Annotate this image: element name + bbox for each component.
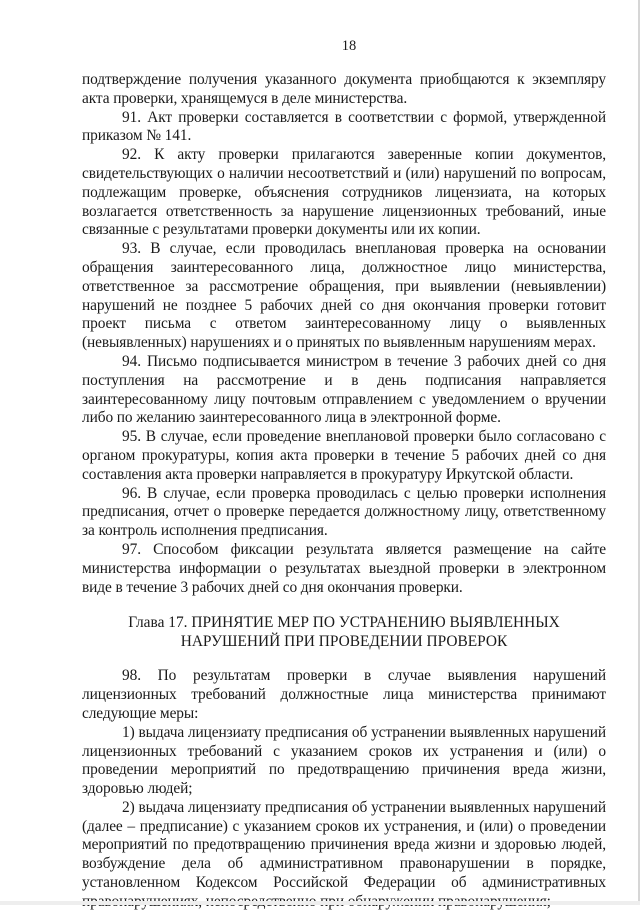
body-text-bottom [82,667,606,911]
paragraph-91: 91. Акт проверки составляется в соответствии с формой, утвержденной приказом № 141. [82,108,606,145]
paragraph-93: 93. В случае, если проводилась внеплановая проверка на основании обращения заинтересованного лица, должностное лицо министерства, ответственное за рассмотрение обращения, при выявлении (невыявлении) нарушений не позднее 5 рабочих дней со дня окончания проверки готовит проект письма с ответом заинтересованному лицу о выявленных (невыявленных) нарушениях и о принятых по выявленным нарушениям мерах. [82,240,606,352]
chapter-heading [82,613,606,651]
chapter-heading-line-2: НАРУШЕНИЙ ПРИ ПРОВЕДЕНИИ ПРОВЕРОК [180,633,508,651]
page-number: 18 [341,38,357,54]
list-item-2: 2) выдача лицензиату предписания об устранении выявленных нарушений (далее – предписание) с указанием сроков их устранения, и (или) о проведении мероприятий по предотвращению причинения вреда жизни и здоровью людей, возбуждение дела об административном правонарушении в порядке, установленном Кодексом Российской Федерации об административных [82,798,606,892]
paragraph-98: 98. По результатам проверки в случае выявления нарушений лицензионных требований должностные лица министерства принимают следующие меры: [82,667,606,722]
paragraph-continuation: подтверждение получения указанного документа приобщаются к экземпляру акта проверки, хранящемуся в деле министерства. [82,71,606,107]
list-item-1: 1) выдача лицензиату предписания об устранении выявленных нарушений лицензионных требований с указанием сроков их устранения и (или) о проведении мероприятий по предотвращению причинения вреда жизни, здоровью людей; [82,723,606,798]
paragraph-96: 96. В случае, если проверка проводилась с целью проверки исполнения предписания, отчет о проверке передается должностному лицу, ответственному за контроль исполнения предписания. [82,484,606,540]
body-text-top [82,71,606,597]
paragraph-94: 94. Письмо подписывается министром в течение 3 рабочих дней со дня поступления на рассмотрение и в день подписания направляется заинтересованному лицу почтовым отправлением с уведомлением о вручении либо по желанию заинтересованного лица в электронной форме. [82,352,606,427]
paragraph-97: 97. Способом фиксации результата является размещение на сайте министерства информации о результатах выездной проверки в электронном виде в течение 3 рабочих дней со дня окончания проверки. [82,540,606,596]
paragraph-92: 92. К акту проверки прилагаются заверенные копии документов, свидетельствующих о наличии несоответствий и (или) нарушений по вопросам, подлежащим проверке, объяснения сотрудников лицензиата, на которых возлагается ответственность за нарушение лицензионных требований, иные связанные с результатами проверки документы или их копии. [82,146,606,239]
chapter-heading-line-1: Глава 17. ПРИНЯТИЕ МЕР ПО УСТРАНЕНИЮ ВЫЯВЛЕННЫХ [128,614,560,632]
scan-bottom-edge [0,901,640,905]
paragraph-95: 95. В случае, если проведение внеплановой проверки было согласовано с органом прокуратуры, копия акта проверки в течение 5 рабочих дней со дня составления акта проверки направляется в прокуратуру Иркутской области. [82,428,606,483]
